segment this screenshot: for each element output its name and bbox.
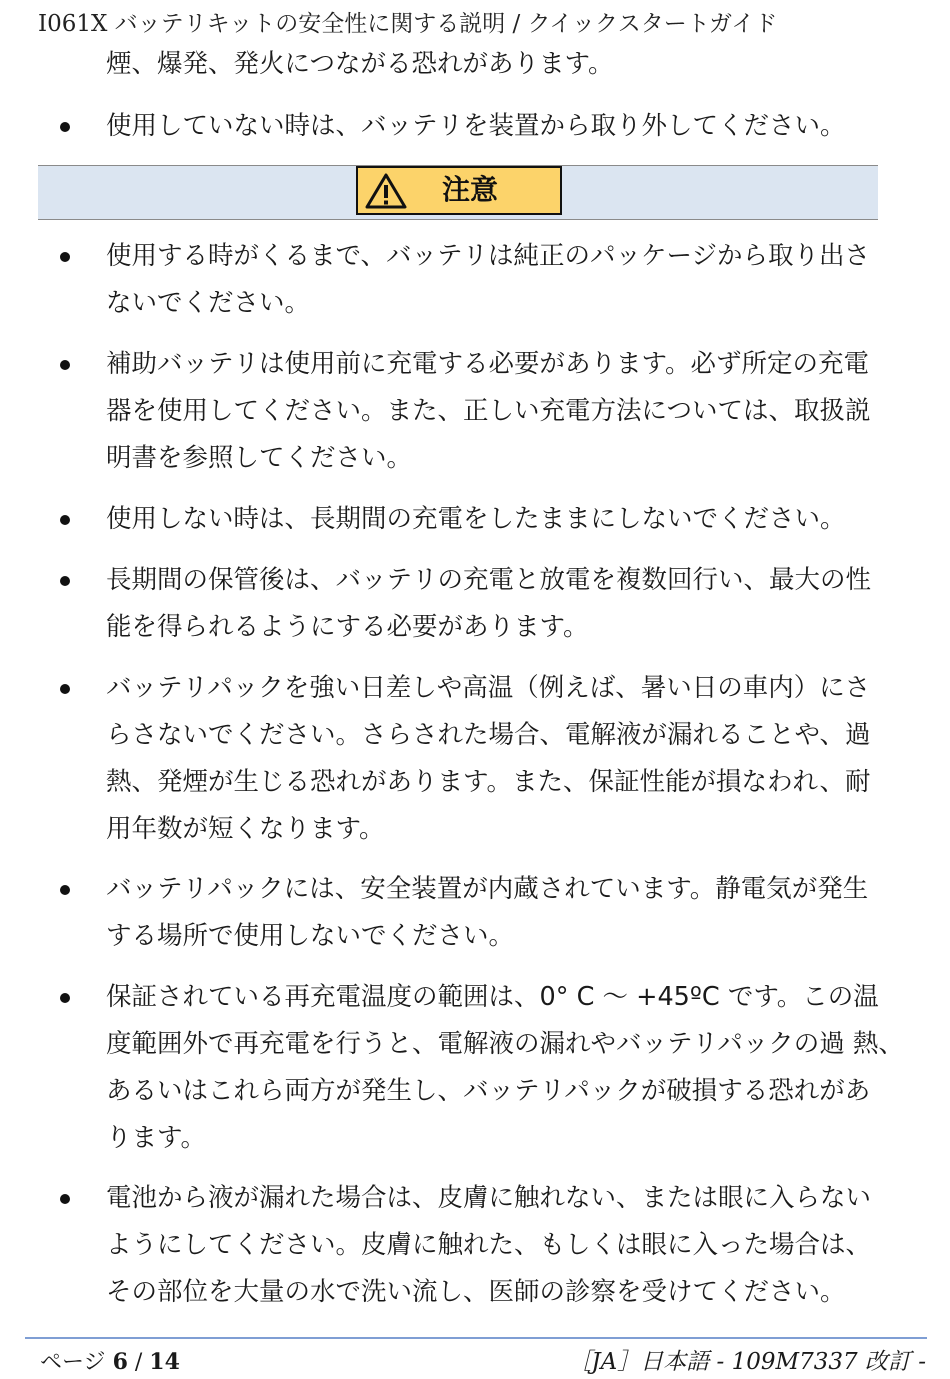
list-item-line: 使用する時がくるまで、バッテリは純正のパッケージから取り出さ — [106, 241, 870, 271]
bullet-icon — [60, 515, 70, 525]
footer-divider — [25, 1337, 927, 1339]
warning-triangle-icon — [364, 172, 408, 210]
list-item-line: ないでください。 — [106, 288, 311, 318]
list-item-line: 明書を参照してください。 — [106, 443, 413, 473]
continuation-text: 煙、爆発、発火につながる恐れがあります。 — [106, 49, 614, 79]
list-item-text — [106, 1175, 906, 1316]
list-item-line: 能を得られるようにする必要があります。 — [106, 612, 589, 642]
list-item-line: バッテリパックには、安全装置が内蔵されています。静電気が発生 — [106, 874, 869, 904]
list-item-line: バッテリパックを強い日差しや高温（例えば、暑い日の車内）にさ — [106, 673, 871, 703]
bullet-icon — [60, 1194, 70, 1204]
list-item-line: あるいはこれら両方が発生し、バッテリパックが破損する恐れがあ — [106, 1076, 871, 1106]
list-item-text — [106, 557, 906, 651]
list-item-line: 度範囲外で再充電を行うと、電解液の漏れやバッテリパックの過 熱、 — [106, 1029, 904, 1059]
page-current: 6 — [112, 1349, 128, 1375]
list-item-text — [106, 974, 906, 1162]
list-item-line: する場所で使用しないでください。 — [106, 921, 515, 951]
list-item-line: 保証されている再充電温度の範囲は、0° C ～ +45ºC です。この温 — [106, 982, 879, 1012]
list-item-line: 補助バッテリは使用前に充電する必要があります。必ず所定の充電 — [106, 349, 869, 379]
list-item-line: 用年数が短くなります。 — [106, 814, 385, 844]
list-item-text — [106, 341, 906, 482]
page-total: 14 — [149, 1349, 180, 1375]
list-item-line: らさないでください。さらされた場合、電解液が漏れることや、過 — [106, 720, 871, 750]
page-number — [40, 1346, 180, 1379]
bullet-icon — [60, 993, 70, 1003]
page-prefix: ページ — [40, 1350, 106, 1375]
bullet-icon — [60, 360, 70, 370]
list-item-line: 使用していない時は、バッテリを装置から取り外してください。 — [106, 111, 846, 141]
list-item-text — [106, 103, 906, 150]
list-item-text — [106, 233, 906, 327]
list-item-text — [106, 665, 906, 853]
list-item-line: 使用しない時は、長期間の充電をしたままにしないでください。 — [106, 504, 846, 534]
bullet-icon — [60, 684, 70, 694]
bullet-icon — [60, 252, 70, 262]
caution-label-box — [356, 166, 562, 215]
bullet-icon — [60, 576, 70, 586]
list-item-line: 長期間の保管後は、バッテリの充電と放電を複数回行い、最大の性 — [106, 565, 872, 595]
document-revision: ［JA］日本語 - 109M7337 改訂 - — [568, 1349, 926, 1375]
caution-label: 注意 — [442, 173, 499, 206]
list-item-line: ります。 — [106, 1123, 206, 1153]
page-separator: / — [134, 1350, 143, 1375]
list-item-line: 器を使用してください。また、正しい充電方法については、取扱説 — [106, 396, 871, 426]
bullet-icon — [60, 885, 70, 895]
list-item-text — [106, 496, 906, 543]
list-item-text — [106, 866, 906, 960]
list-item-line: 電池から液が漏れた場合は、皮膚に触れない、または眼に入らない — [106, 1183, 872, 1213]
list-item-line: その部位を大量の水で洗い流し、医師の診察を受けてください。 — [106, 1277, 846, 1307]
list-item-line: 熱、発煙が生じる恐れがあります。また、保証性能が損なわれ、耐 — [106, 767, 871, 797]
page-header: I061X バッテリキットの安全性に関する説明 / クイックスタートガイド — [38, 11, 778, 37]
bullet-icon — [60, 122, 70, 132]
list-item-line: ようにしてください。皮膚に触れた、もしくは眼に入った場合は、 — [106, 1230, 872, 1260]
